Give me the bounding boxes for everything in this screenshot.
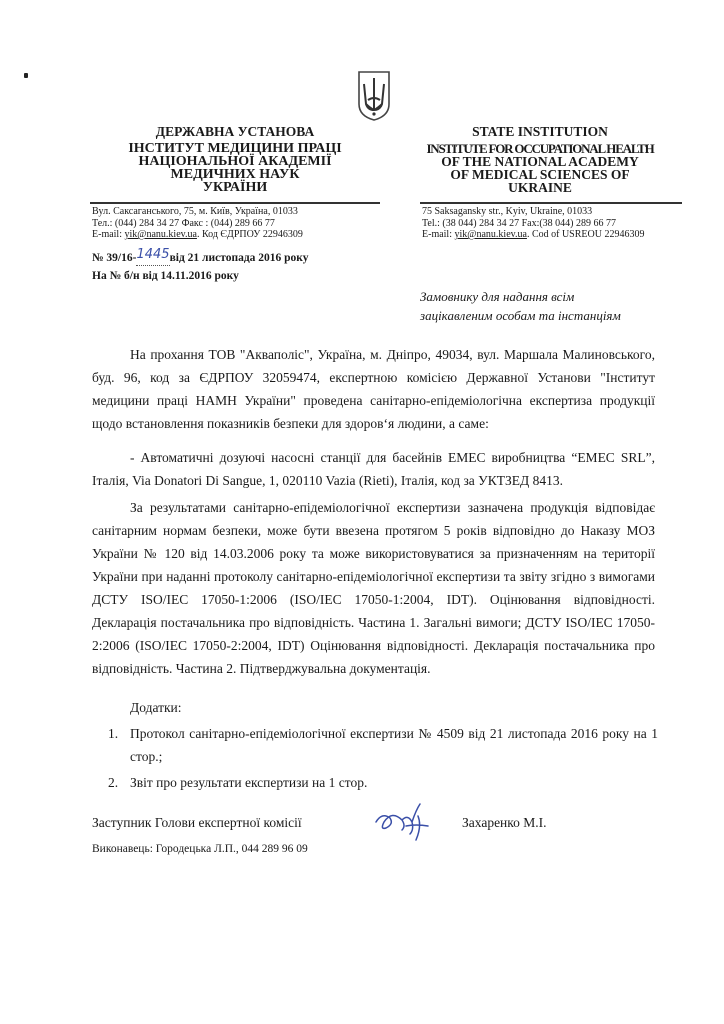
header-right-line3: OF THE NATIONAL ACADEMY bbox=[441, 154, 639, 169]
contacts-left-code: . Код ЄДРПОУ 22946309 bbox=[196, 229, 303, 240]
attachment-item-2-number: 2. bbox=[108, 775, 119, 790]
reference-number: На № б/н від 14.11.2016 року bbox=[92, 270, 239, 282]
attachment-item-1 bbox=[108, 722, 658, 768]
attachment-item-1-text: Протокол санітарно-епідеміологічної експертизи № 4509 від 21 листопада 2016 року на 1 стор.; bbox=[130, 726, 658, 764]
header-left-line1: ДЕРЖАВНА УСТАНОВА bbox=[155, 124, 315, 139]
contacts-right bbox=[422, 206, 644, 241]
handwritten-signature-icon bbox=[372, 800, 434, 842]
body-paragraph-product: - Автоматичні дозуючі насосні станції для басейнів ЕМЕС виробництва “EMEC SRL”, Італія, Via Donatori Di Sangue, 1, 020110 Vazia (Rieti), Італія, код за УКТЗЕД 8413. bbox=[92, 450, 655, 488]
header-left-line4: МЕДИЧНИХ НАУК bbox=[170, 167, 300, 182]
registration-suffix: від 21 листопада 2016 року bbox=[169, 252, 309, 264]
header-right-line5: UKRAINE bbox=[508, 180, 572, 195]
contacts-left-address: Вул. Саксаганського, 75, м. Київ, Україна, 01033 bbox=[92, 206, 298, 217]
contacts-right-code: . Cod of USREOU 22946309 bbox=[526, 229, 645, 240]
attachment-item-2 bbox=[108, 771, 658, 794]
contacts-right-email-label: E-mail: bbox=[422, 229, 455, 240]
addressee-line2: зацікавленим особам та інстанціям bbox=[420, 308, 621, 323]
addressee bbox=[420, 287, 621, 325]
contacts-left-email-label: E-mail: bbox=[92, 229, 125, 240]
header-left-line5: УКРАЇНИ bbox=[202, 180, 268, 195]
body-paragraph-conclusion: За результатами санітарно-епідеміологічної експертизи зазначена продукція відповідає санітарним нормам безпеки, може бути ввезена протягом 5 років відповідно до Наказу МОЗ України № 120 від 14.03.2006 року та може використовуватися за призначенням на території України при наданні протоколу санітарно-епідеміологічної експертизи та звіту згідно з вимогами ДСТУ ISO/IEC 17050-1:2006 (ISO/IEC 17050-1:2004, IDT). Оцінювання відповідності. Декларація постачальника про відповідність. Частина 1. Загальні вимоги; ДСТУ ISO/IEC 17050-2:2006 (ISO/IEC 17050-2:2004, IDT) Оцінювання відповідності. Декларація постачальника про відповідність. Частина 2. Підтверджувальна документація. bbox=[92, 500, 655, 676]
header-right-english bbox=[420, 125, 660, 194]
registration-handwritten-field bbox=[136, 247, 170, 266]
contacts-left-phone: Тел.: (044) 284 34 27 Факс : (044) 289 66 77 bbox=[92, 217, 275, 229]
signatory-name: Захаренко М.І. bbox=[462, 815, 547, 830]
contacts-right-email-link[interactable]: yik@nanu.kiev.ua bbox=[454, 229, 527, 240]
registration-prefix: № 39/16- bbox=[92, 252, 137, 264]
attachment-item-1-number: 1. bbox=[108, 726, 119, 741]
header-left-ukrainian bbox=[90, 125, 380, 194]
header-rule-right bbox=[420, 202, 682, 204]
contacts-left-email-link[interactable]: yik@nanu.kiev.ua bbox=[124, 229, 197, 240]
contacts-left-email-line bbox=[92, 229, 303, 241]
body-paragraph-request: На прохання ТОВ "Акваполіс", Україна, м. Дніпро, 49034, вул. Маршала Малиновського, буд. 96, код за ЄДРПОУ 32059474, експертною комісією Державної Установи "Інститут медицини праці НАМН України" проведена санітарно-епідеміологічна експертиза продукції щодо встановлення показників безпеки для здоров‘я людини, а саме: bbox=[92, 347, 655, 431]
tryzub-emblem-icon bbox=[356, 70, 392, 122]
header-right-line1: STATE INSTITUTION bbox=[472, 124, 608, 139]
attachment-item-2-text: Звіт про результати експертизи на 1 стор. bbox=[130, 775, 368, 790]
header-right-line4: OF MEDICAL SCIENCES OF bbox=[450, 167, 630, 182]
header-rule-left bbox=[90, 202, 380, 204]
scan-mark bbox=[24, 73, 28, 78]
contacts-left bbox=[92, 206, 303, 241]
header-left-line3: НАЦІОНАЛЬНОЇ АКАДЕМІЇ bbox=[138, 154, 332, 169]
signatory-position: Заступник Голови експертної комісії bbox=[92, 815, 302, 830]
executor-line: Виконавець: Городецька Л.П., 044 289 96 09 bbox=[92, 843, 308, 855]
header-right-line2: INSTITUTE FOR OCCUPATIONAL HEALTH bbox=[426, 141, 654, 156]
registration-number bbox=[92, 247, 309, 266]
contacts-right-email-line bbox=[422, 229, 644, 241]
attachments-title: Додатки: bbox=[130, 700, 182, 715]
contacts-right-address: 75 Saksagansky str., Kyiv, Ukraine, 01033 bbox=[422, 206, 593, 217]
contacts-right-phone: Tel.: (38 044) 284 34 27 Fax:(38 044) 289 66 77 bbox=[422, 217, 617, 229]
header-left-line2: ІНСТИТУТ МЕДИЦИНИ ПРАЦІ bbox=[128, 141, 342, 156]
addressee-line1: Замовнику для надання всім bbox=[420, 289, 575, 304]
registration-handwritten-number: 1445 bbox=[136, 247, 170, 262]
